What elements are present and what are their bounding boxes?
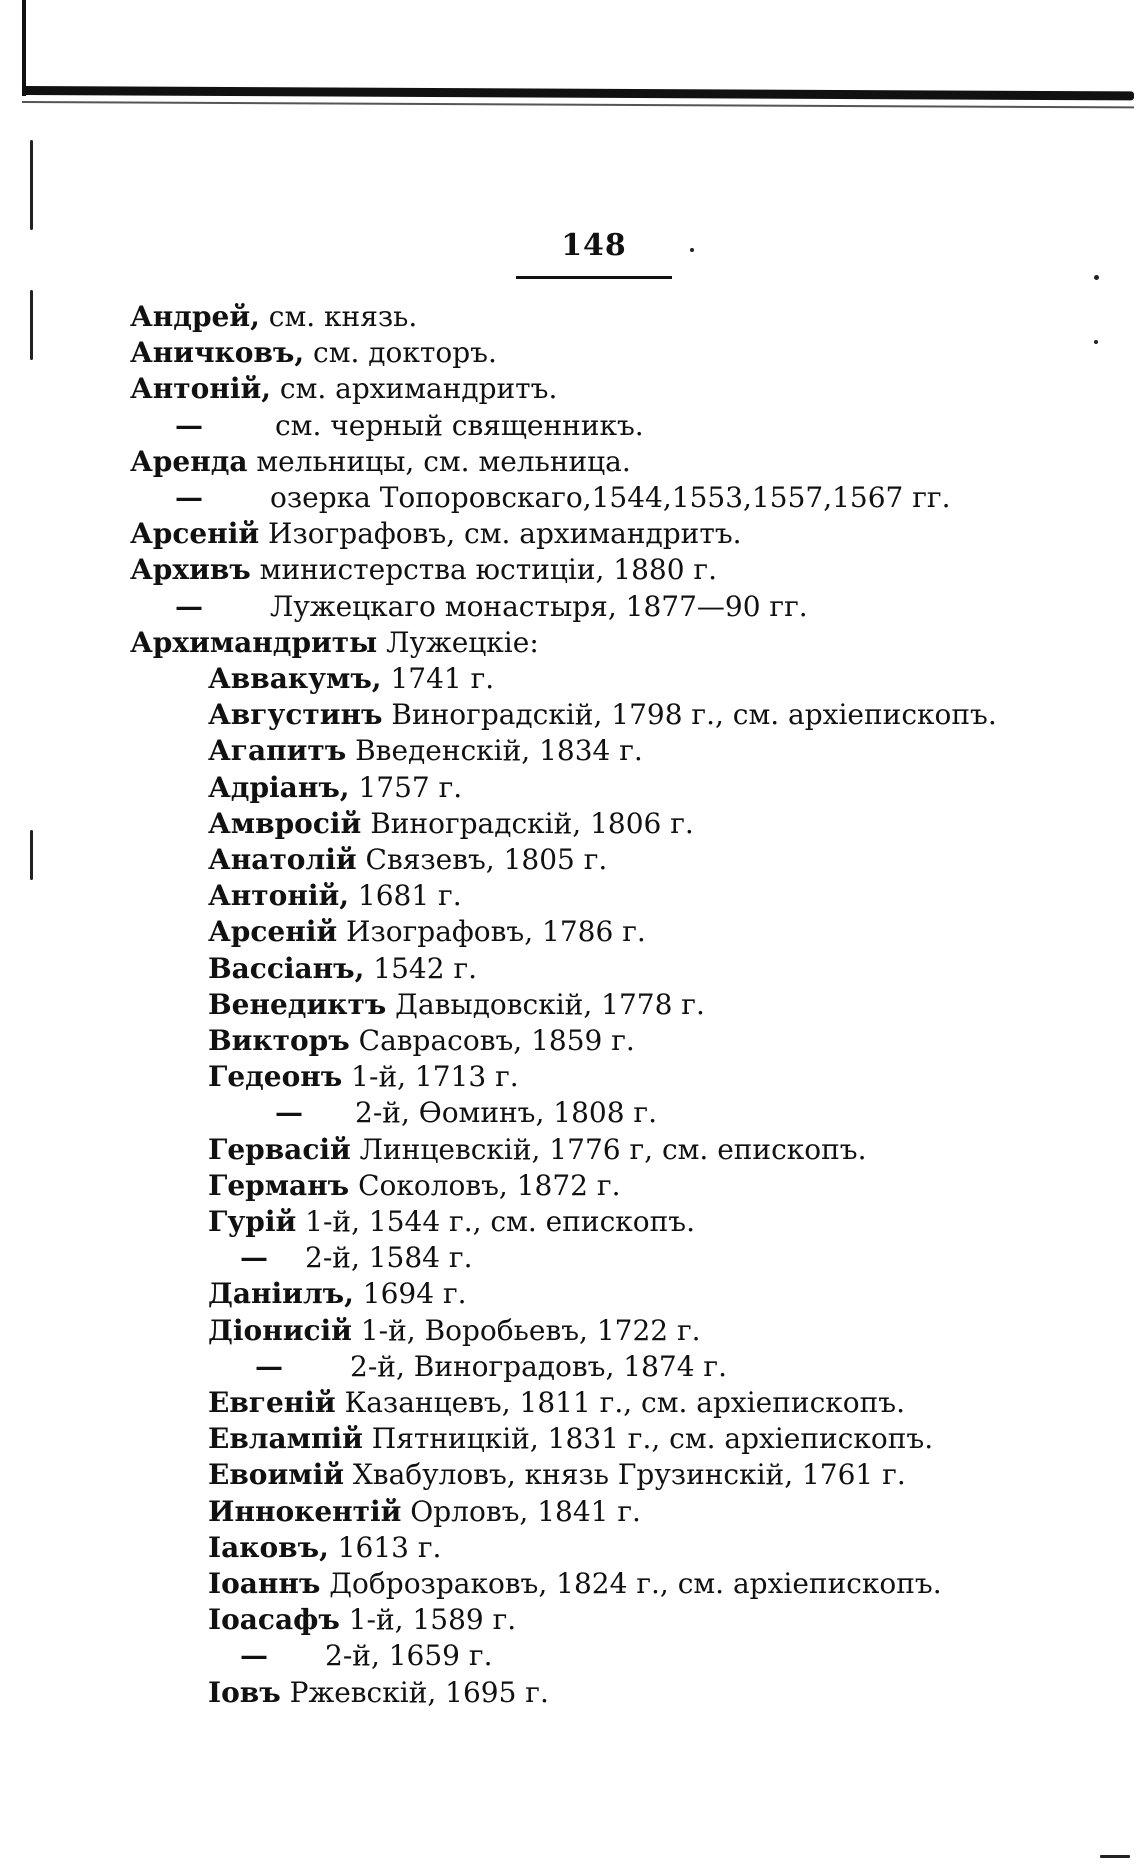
entry-heading: Гурій [208,1205,297,1238]
index-entry [208,988,705,1022]
entry-text: озерка Топоровскаго,1544,1553,1557,1567 гг. [270,481,951,514]
entry-text: 1-й, 1589 г. [339,1603,517,1636]
ditto-dash: — [175,409,203,442]
ditto-dash: — [240,1639,268,1672]
scan-edge-mark [22,0,26,96]
entry-text: Доброзраковъ, 1824 г., см. архіепископъ. [320,1567,942,1600]
index-entry [208,1386,905,1420]
index-entry [208,1024,635,1058]
entry-heading: Агапитъ [208,734,347,767]
index-entry [208,1495,641,1529]
page-number: 148 [561,228,627,263]
entry-text: 1694 г. [353,1277,467,1310]
index-entry [208,734,643,768]
entry-heading: Иннокентій [208,1495,402,1528]
entry-heading: Венедиктъ [208,988,387,1021]
index-entry [130,553,717,587]
entry-text: 1741 г. [381,662,495,695]
entry-text: Связевъ, 1805 г. [356,843,608,876]
index-entry [175,409,644,443]
index-entry [130,626,539,660]
entry-text: Давыдовскій, 1778 г. [386,988,705,1021]
index-entry [208,1314,701,1348]
entry-text: мельницы, см. мельница. [247,445,631,478]
entry-text: Ржевскій, 1695 г. [280,1676,549,1709]
entry-heading: Евоимій [208,1458,344,1491]
index-entry [208,1060,519,1094]
entry-text: Лужецкіе: [377,626,539,659]
ditto-dash: — [255,1350,283,1383]
index-entry [208,1531,441,1565]
entry-text: Виноградскій, 1798 г., см. архіепископъ. [382,698,997,731]
index-entry [208,698,997,732]
index-entry [130,445,631,479]
entry-heading: Августинъ [208,698,383,731]
entry-text: Соколовъ, 1872 г. [349,1169,621,1202]
index-entry [130,336,497,370]
ditto-dash: — [240,1241,268,1274]
page-number-rule [516,276,672,279]
index-entry [175,590,808,624]
entry-heading: Арсеній [208,915,338,948]
index-entry [208,1169,620,1203]
entry-text: 2-й, 1584 г. [305,1241,473,1274]
entry-text: министерства юстиціи, 1880 г. [250,553,718,586]
scan-speck [1094,275,1099,280]
entry-text: Линцевскій, 1776 г, см. епископъ. [350,1133,867,1166]
entry-heading: Іовъ [208,1676,281,1709]
scan-speck [1094,340,1098,344]
entry-text: 2-й, Өоминъ, 1808 г. [355,1096,657,1129]
entry-heading: Гервасій [208,1133,351,1166]
entry-heading: Вассіанъ, [208,952,365,985]
entry-heading: Аренда [130,445,248,478]
entry-heading: Аничковъ, [130,336,305,369]
entry-heading: Викторъ [208,1024,350,1057]
entry-text: см. архимандритъ. [270,372,558,405]
entry-text: см. черный священникъ. [275,409,644,442]
index-entry [208,1277,467,1311]
entry-heading: Антоній, [130,372,271,405]
entry-text: 1-й, 1544 г., см. епископъ. [296,1205,695,1238]
entry-text: 1613 г. [328,1531,442,1564]
entry-text: Саврасовъ, 1859 г. [349,1024,635,1057]
entry-heading: Адріанъ, [208,771,350,804]
index-entry [208,771,462,805]
ditto-dash: — [175,590,203,623]
index-entry [208,1676,549,1710]
index-entry [240,1241,472,1275]
entry-heading: Арсеній [130,517,260,550]
index-entry [208,843,607,877]
index-entry [130,517,742,551]
scan-speck [30,290,33,360]
index-entry [240,1639,492,1673]
scan-speck [30,830,33,880]
entry-heading: Іоаннъ [208,1567,321,1600]
index-entry [208,807,694,841]
index-entry [130,300,417,334]
entry-text: Виноградскій, 1806 г. [361,807,694,840]
index-entry [175,481,951,515]
entry-text: Орловъ, 1841 г. [401,1495,641,1528]
entry-heading: Іаковъ, [208,1531,329,1564]
scan-speck [690,248,694,252]
scan-speck [1100,1855,1130,1858]
index-entry [208,662,494,696]
index-entry [255,1350,727,1384]
entry-heading: Евлампій [208,1422,363,1455]
entry-heading: Анатолій [208,843,357,876]
entry-text: см. князь. [259,300,418,333]
entry-heading: Амвросій [208,807,362,840]
index-entry [208,1603,516,1637]
header-rule-thin [22,101,1134,108]
entry-heading: Архимандриты [130,626,378,659]
entry-heading: Евгеній [208,1386,336,1419]
entry-heading: Архивъ [130,553,251,586]
index-entry [275,1096,657,1130]
index-entry [208,1205,695,1239]
entry-text: см. докторъ. [304,336,497,369]
index-entry [208,952,477,986]
entry-text: Пятницкій, 1831 г., см. архіепископъ. [362,1422,934,1455]
entry-text: 2-й, 1659 г. [325,1639,493,1672]
entry-text: 2-й, Виноградовъ, 1874 г. [350,1350,727,1383]
index-entry [208,1458,906,1492]
index-entry [208,1133,867,1167]
ditto-dash: — [175,481,203,514]
entry-heading: Іоасафъ [208,1603,340,1636]
entry-text: 1757 г. [349,771,463,804]
index-entry [208,1422,933,1456]
entry-heading: Аввакумъ, [208,662,382,695]
header-rule [22,86,1134,100]
ditto-dash: — [275,1096,303,1129]
entry-text: Изографовъ, 1786 г. [337,915,646,948]
index-entry [208,915,646,949]
entry-text: Казанцевъ, 1811 г., см. архіепископъ. [335,1386,905,1419]
entry-text: 1542 г. [364,952,478,985]
entry-text: 1-й, 1713 г. [342,1060,519,1093]
entry-text: Введенскій, 1834 г. [346,734,643,767]
entry-text: 1681 г. [348,879,462,912]
entry-heading: Даніилъ, [208,1277,354,1310]
entry-heading: Андрей, [130,300,260,333]
index-entry [208,1567,942,1601]
entry-heading: Гедеонъ [208,1060,343,1093]
entry-text: 1-й, Воробьевъ, 1722 г. [351,1314,701,1347]
entry-text: Хвабуловъ, князь Грузинскій, 1761 г. [343,1458,906,1491]
entry-heading: Антоній, [208,879,349,912]
index-entry [130,372,557,406]
entry-text: Изографовъ, см. архимандритъ. [259,517,742,550]
entry-text: Лужецкаго монастыря, 1877—90 гг. [270,590,808,623]
index-entry [208,879,462,913]
entry-heading: Діонисій [208,1314,352,1347]
scan-speck [30,140,33,230]
entry-heading: Германъ [208,1169,350,1202]
